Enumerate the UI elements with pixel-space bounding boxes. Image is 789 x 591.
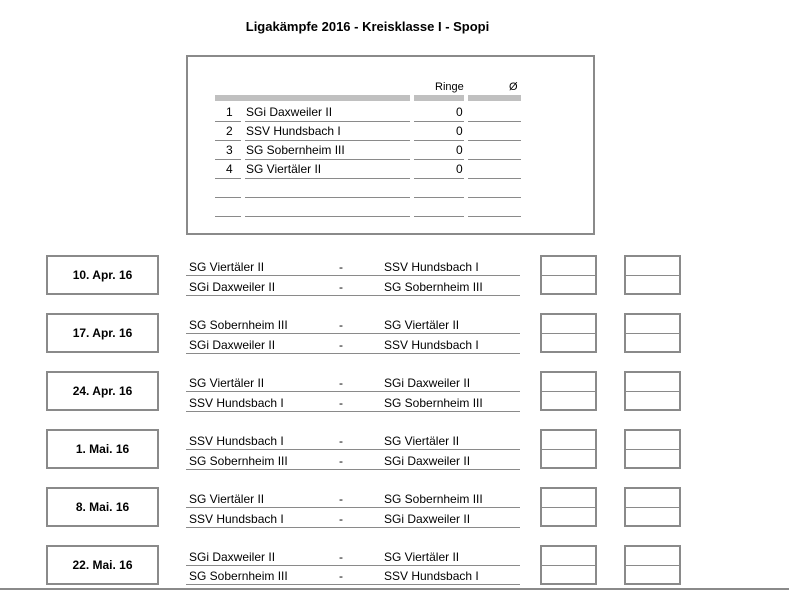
standings-row bbox=[188, 140, 597, 159]
match-underline bbox=[186, 584, 520, 585]
match-underline bbox=[186, 353, 520, 354]
header-bar-team bbox=[215, 95, 410, 101]
home-team: SG Sobernheim III bbox=[189, 569, 288, 583]
header-bar-rings bbox=[414, 95, 464, 101]
match-separator: - bbox=[339, 512, 343, 526]
score-box bbox=[540, 313, 597, 353]
match-separator: - bbox=[339, 260, 343, 274]
rings-value: 0 bbox=[456, 162, 463, 176]
score-box bbox=[624, 429, 681, 469]
rank: 2 bbox=[226, 124, 233, 138]
match-underline bbox=[186, 275, 520, 276]
home-team: SSV Hundsbach I bbox=[189, 396, 284, 410]
team-name: SG Sobernheim III bbox=[246, 143, 345, 157]
page-bottom-border bbox=[0, 588, 789, 590]
away-team: SG Sobernheim III bbox=[384, 396, 483, 410]
away-team: SSV Hundsbach I bbox=[384, 338, 479, 352]
away-team: SG Sobernheim III bbox=[384, 492, 483, 506]
match-date: 1. Mai. 16 bbox=[46, 429, 159, 469]
standings-row bbox=[188, 121, 597, 140]
team-name: SGi Daxweiler II bbox=[246, 105, 333, 119]
score-box bbox=[624, 313, 681, 353]
score-box bbox=[540, 487, 597, 527]
home-team: SGi Daxweiler II bbox=[189, 338, 276, 352]
home-team: SSV Hundsbach I bbox=[189, 512, 284, 526]
rings-column-header: Ringe bbox=[435, 81, 464, 93]
match-date: 24. Apr. 16 bbox=[46, 371, 159, 411]
away-team: SSV Hundsbach I bbox=[384, 569, 479, 583]
standings-table bbox=[186, 55, 595, 235]
team-name: SSV Hundsbach I bbox=[246, 124, 341, 138]
score-box bbox=[624, 255, 681, 295]
score-box bbox=[540, 255, 597, 295]
rings-value: 0 bbox=[456, 143, 463, 157]
match-separator: - bbox=[339, 492, 343, 506]
away-team: SG Viertäler II bbox=[384, 550, 460, 564]
home-team: SSV Hundsbach I bbox=[189, 434, 284, 448]
score-box bbox=[540, 429, 597, 469]
score-box bbox=[540, 371, 597, 411]
match-separator: - bbox=[339, 376, 343, 390]
match-underline bbox=[186, 469, 520, 470]
home-team: SGi Daxweiler II bbox=[189, 550, 276, 564]
match-date: 10. Apr. 16 bbox=[46, 255, 159, 295]
rank: 4 bbox=[226, 162, 233, 176]
home-team: SG Viertäler II bbox=[189, 376, 265, 390]
match-separator: - bbox=[339, 550, 343, 564]
standings-row bbox=[188, 102, 597, 121]
score-box bbox=[624, 545, 681, 585]
home-team: SG Sobernheim III bbox=[189, 454, 288, 468]
match-separator: - bbox=[339, 280, 343, 294]
away-team: SGi Daxweiler II bbox=[384, 376, 471, 390]
home-team: SG Viertäler II bbox=[189, 492, 265, 506]
away-team: SSV Hundsbach I bbox=[384, 260, 479, 274]
match-separator: - bbox=[339, 454, 343, 468]
match-underline bbox=[186, 411, 520, 412]
match-separator: - bbox=[339, 434, 343, 448]
header-bar-avg bbox=[468, 95, 521, 101]
match-underline bbox=[186, 527, 520, 528]
match-separator: - bbox=[339, 318, 343, 332]
match-separator: - bbox=[339, 569, 343, 583]
away-team: SGi Daxweiler II bbox=[384, 454, 471, 468]
rank: 1 bbox=[226, 105, 233, 119]
rank: 3 bbox=[226, 143, 233, 157]
match-separator: - bbox=[339, 338, 343, 352]
rings-value: 0 bbox=[456, 124, 463, 138]
score-box bbox=[624, 487, 681, 527]
match-date: 17. Apr. 16 bbox=[46, 313, 159, 353]
match-underline bbox=[186, 507, 520, 508]
match-date: 8. Mai. 16 bbox=[46, 487, 159, 527]
match-separator: - bbox=[339, 396, 343, 410]
match-underline bbox=[186, 391, 520, 392]
match-date: 22. Mai. 16 bbox=[46, 545, 159, 585]
home-team: SG Viertäler II bbox=[189, 260, 265, 274]
away-team: SG Viertäler II bbox=[384, 318, 460, 332]
standings-row bbox=[188, 159, 597, 178]
away-team: SG Sobernheim III bbox=[384, 280, 483, 294]
score-box bbox=[540, 545, 597, 585]
away-team: SG Viertäler II bbox=[384, 434, 460, 448]
home-team: SG Sobernheim III bbox=[189, 318, 288, 332]
score-box bbox=[624, 371, 681, 411]
match-underline bbox=[186, 449, 520, 450]
page-title: Ligakämpfe 2016 - Kreisklasse I - Spopi bbox=[245, 19, 490, 34]
match-underline bbox=[186, 333, 520, 334]
match-underline bbox=[186, 565, 520, 566]
away-team: SGi Daxweiler II bbox=[384, 512, 471, 526]
rings-value: 0 bbox=[456, 105, 463, 119]
match-underline bbox=[186, 295, 520, 296]
home-team: SGi Daxweiler II bbox=[189, 280, 276, 294]
average-column-header: Ø bbox=[509, 81, 518, 93]
team-name: SG Viertäler II bbox=[246, 162, 322, 176]
